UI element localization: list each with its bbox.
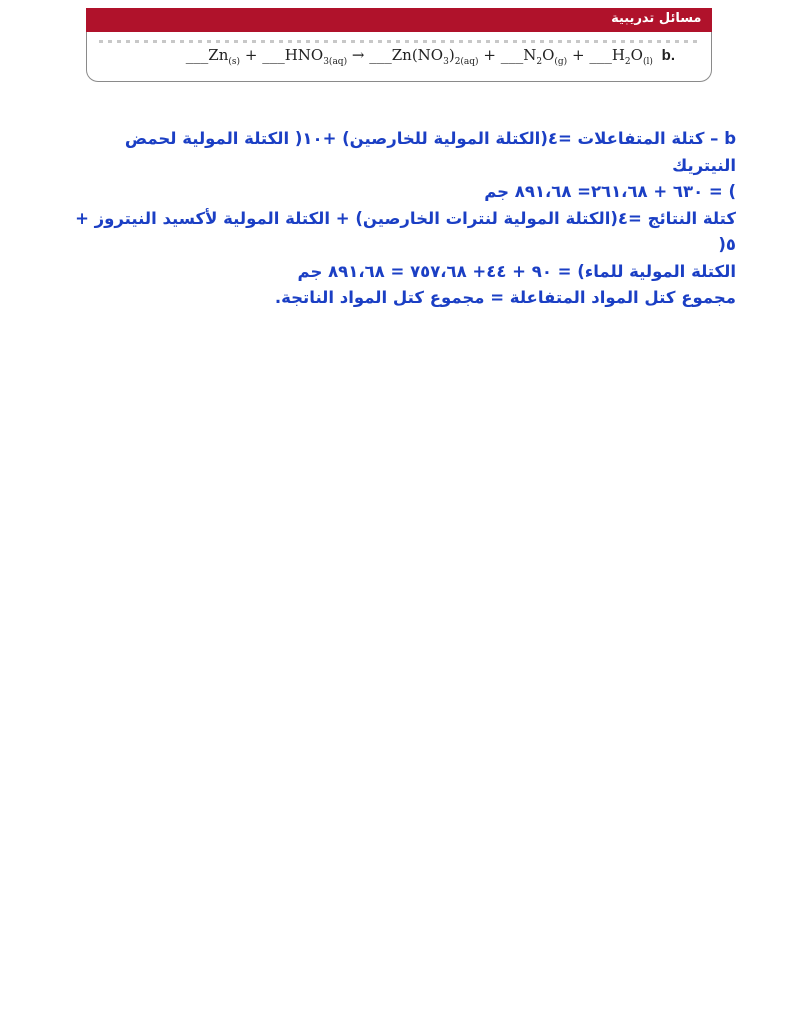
answer-line-5: مجموع كتل المواد المتفاعلة = مجموع كتل المواد الناتجة.: [274, 288, 736, 307]
answer-line-3: كتلة النتائج =٤(الكتلة المولية لنترات الخارصين) + الكتلة المولية لأكسيد النيتروز + ٥(: [75, 208, 736, 254]
answer-line-1: b – كتلة المتفاعلات =٤(الكتلة المولية للخارصين) +١٠( الكتلة المولية لحمض النيتريك: [124, 129, 736, 175]
chemical-equation: $\_\_\_Zn_{(s)}$ + $\_\_\_HNO_{3(aq)}$ → $\_\_\_Zn(NO_3)_{2(aq)}$ + $\_\_\_N_2O_{(g)}$ + $\_\_\_H_2O_{(l)}$ b.: [185, 46, 675, 67]
answer-line-4: الكتلة المولية للماء) = ٩٠ + ٤٤+ ٧٥٧،٦٨ = ٨٩١،٦٨ جم: [297, 261, 736, 281]
cut-off-text-line: [99, 40, 699, 43]
answer-line-2: ) = ٦٣٠ + ٢٦١،٦٨= ٨٩١،٦٨ جم: [484, 182, 736, 201]
panel-title: مسائل تدريبية: [611, 11, 702, 26]
reaction-arrow: →: [351, 46, 365, 64]
panel-header: [86, 8, 712, 32]
problem-label: b.: [661, 47, 675, 64]
answer-text: [56, 126, 736, 312]
practice-problems-panel: [86, 8, 712, 82]
